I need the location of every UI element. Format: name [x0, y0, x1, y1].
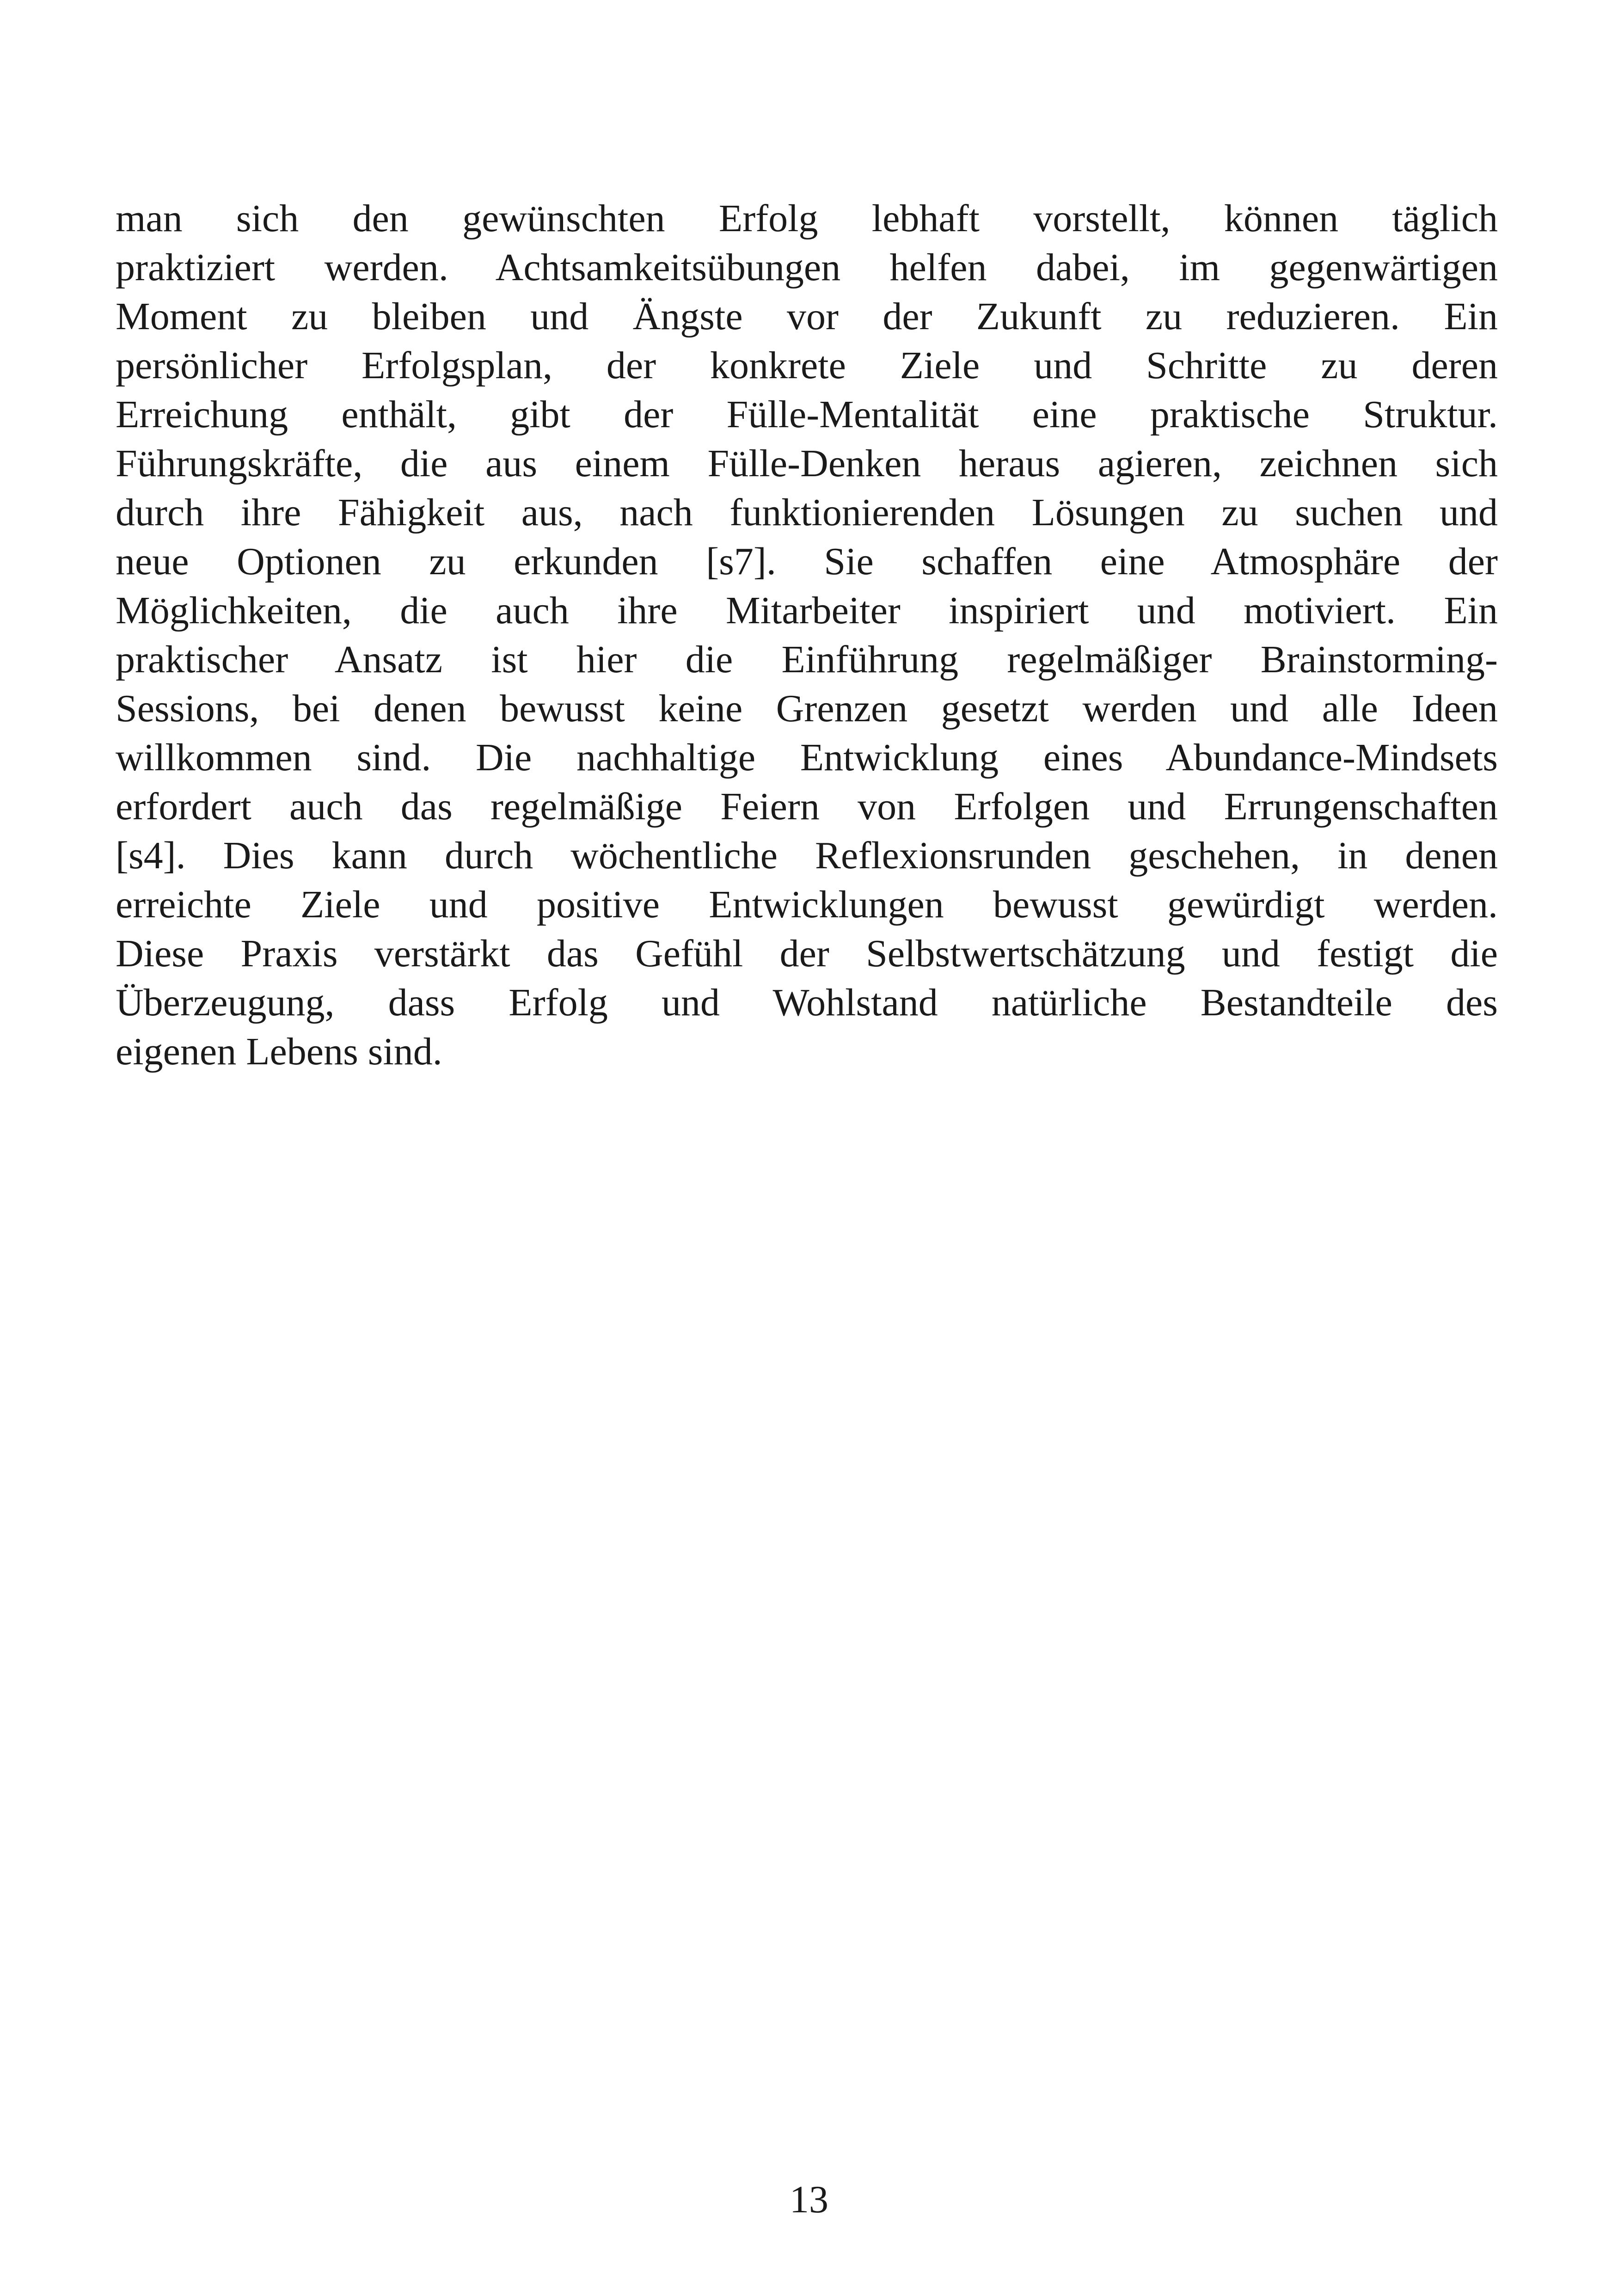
text-line: Überzeugung, dass Erfolg und Wohlstand natürliche Bestandteile des	[116, 981, 1498, 1024]
text-line: praktiziert werden. Achtsamkeitsübungen helfen dabei, im gegenwärtigen	[116, 246, 1498, 289]
text-line: erfordert auch das regelmäßige Feiern von Erfolgen und Errungenschaften	[116, 785, 1498, 828]
text-line: [s4]. Dies kann durch wöchentliche Reflexionsrunden geschehen, in denen	[116, 834, 1498, 877]
text-line: Moment zu bleiben und Ängste vor der Zukunft zu reduzieren. Ein	[116, 295, 1498, 338]
body-paragraph	[116, 194, 1498, 1076]
text-line-last: eigenen Lebens sind.	[116, 1030, 442, 1073]
text-line: durch ihre Fähigkeit aus, nach funktionierenden Lösungen zu suchen und	[116, 491, 1498, 534]
text-line: persönlicher Erfolgsplan, der konkrete Ziele und Schritte zu deren	[116, 344, 1498, 387]
page-number: 13	[790, 2178, 828, 2221]
text-line: Möglichkeiten, die auch ihre Mitarbeiter inspiriert und motiviert. Ein	[116, 589, 1498, 632]
text-line: praktischer Ansatz ist hier die Einführung regelmäßiger Brainstorming-	[116, 638, 1498, 681]
text-line: neue Optionen zu erkunden [s7]. Sie schaffen eine Atmosphäre der	[116, 540, 1498, 583]
text-line: Erreichung enthält, gibt der Fülle-Mentalität eine praktische Struktur.	[116, 393, 1498, 436]
text-line: Sessions, bei denen bewusst keine Grenzen gesetzt werden und alle Ideen	[116, 687, 1498, 730]
text-line: willkommen sind. Die nachhaltige Entwicklung eines Abundance-Mindsets	[116, 736, 1498, 779]
text-line: Diese Praxis verstärkt das Gefühl der Selbstwertschätzung und festigt die	[116, 932, 1498, 975]
text-line: Führungskräfte, die aus einem Fülle-Denken heraus agieren, zeichnen sich	[116, 442, 1498, 485]
text-line: erreichte Ziele und positive Entwicklungen bewusst gewürdigt werden.	[116, 883, 1498, 926]
text-line: man sich den gewünschten Erfolg lebhaft vorstellt, können täglich	[116, 197, 1498, 240]
